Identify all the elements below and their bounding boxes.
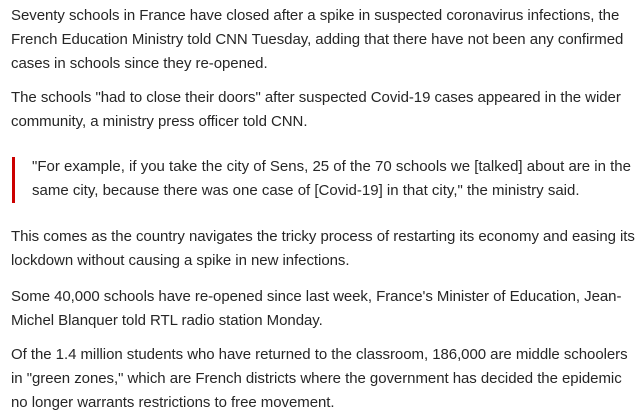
- article-paragraph-2: The schools "had to close their doors" after suspected Covid-19 cases appeared in the wider community, a ministry press officer told CNN.: [11, 89, 621, 130]
- pull-quote: [11, 155, 635, 205]
- article-paragraph-5: Of the 1.4 million students who have returned to the classroom, 186,000 are middle schoolers in "green zones," which are French districts where the government has decided the epidemic no longer warrants restrictions to free movement.: [11, 346, 628, 411]
- quote-accent-bar: [12, 157, 15, 203]
- article-paragraph-4: Some 40,000 schools have re-opened since last week, France's Minister of Education, Jean-Michel Blanquer told RTL radio station Monday.: [11, 288, 622, 329]
- quote-text: "For example, if you take the city of Sens, 25 of the 70 schools we [talked] about are in the same city, because there was one case of [Covid-19] in that city," the ministry said.: [32, 158, 631, 199]
- article-paragraph-1: Seventy schools in France have closed after a spike in suspected coronavirus infections, the French Education Ministry told CNN Tuesday, adding that there have not been any confirmed cases in schools since they re-opened.: [11, 7, 624, 72]
- article-paragraph-3: This comes as the country navigates the tricky process of restarting its economy and easing its lockdown without causing a spike in new infections.: [11, 228, 635, 269]
